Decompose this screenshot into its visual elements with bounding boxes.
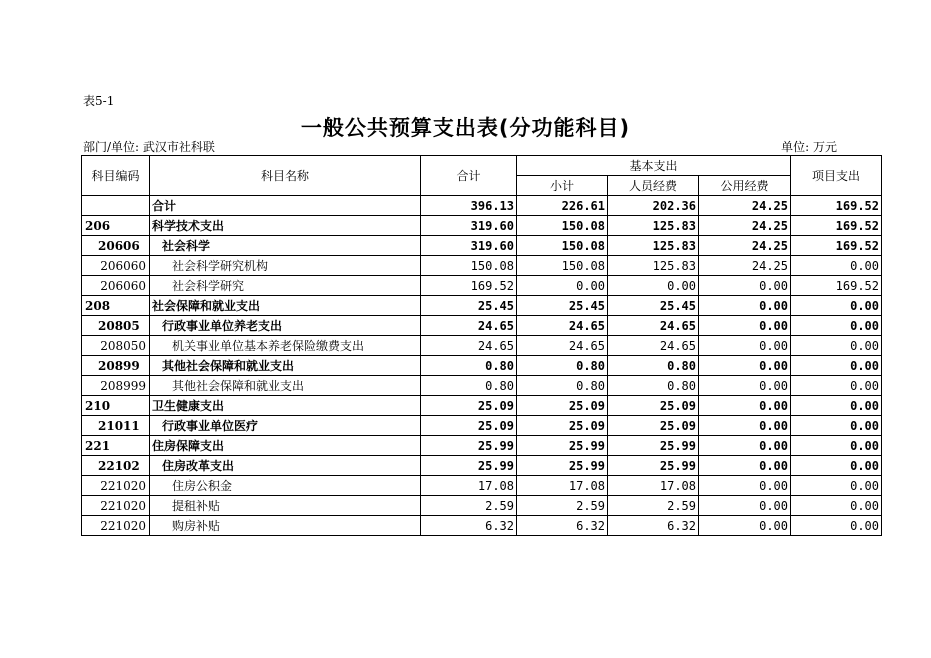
table-row — [82, 236, 882, 256]
table-row — [82, 456, 882, 476]
cell-subtotal: 6.32 — [517, 516, 608, 536]
cell-name: 住房改革支出 — [150, 456, 421, 476]
cell-total: 17.08 — [421, 476, 517, 496]
cell-subtotal: 2.59 — [517, 496, 608, 516]
table-row — [82, 516, 882, 536]
cell-total: 24.65 — [421, 316, 517, 336]
cell-total: 396.13 — [421, 196, 517, 216]
cell-project: 0.00 — [791, 496, 882, 516]
cell-name: 住房保障支出 — [150, 436, 421, 456]
cell-code: 206 — [82, 216, 150, 236]
cell-name: 行政事业单位养老支出 — [150, 316, 421, 336]
cell-total: 0.80 — [421, 376, 517, 396]
cell-subtotal: 0.80 — [517, 356, 608, 376]
cell-name: 社会保障和就业支出 — [150, 296, 421, 316]
table-row — [82, 256, 882, 276]
cell-name: 科学技术支出 — [150, 216, 421, 236]
cell-project: 0.00 — [791, 336, 882, 356]
cell-personnel: 0.00 — [608, 276, 699, 296]
table-row — [82, 436, 882, 456]
cell-public: 24.25 — [699, 196, 791, 216]
cell-subtotal: 25.99 — [517, 456, 608, 476]
cell-public: 0.00 — [699, 436, 791, 456]
cell-name: 社会科学 — [150, 236, 421, 256]
department-label: 部门/单位: 武汉市社科联 — [83, 140, 215, 154]
cell-code — [82, 196, 150, 216]
cell-personnel: 17.08 — [608, 476, 699, 496]
cell-subtotal: 150.08 — [517, 236, 608, 256]
cell-project: 0.00 — [791, 516, 882, 536]
cell-name: 机关事业单位基本养老保险缴费支出 — [150, 336, 421, 356]
cell-code: 20899 — [82, 356, 150, 376]
cell-public: 24.25 — [699, 236, 791, 256]
cell-code: 22102 — [82, 456, 150, 476]
cell-project: 169.52 — [791, 236, 882, 256]
header-name: 科目名称 — [150, 156, 421, 196]
cell-subtotal: 25.45 — [517, 296, 608, 316]
cell-project: 0.00 — [791, 476, 882, 496]
cell-subtotal: 150.08 — [517, 216, 608, 236]
cell-name: 社会科学研究机构 — [150, 256, 421, 276]
cell-personnel: 125.83 — [608, 216, 699, 236]
cell-name: 合计 — [150, 196, 421, 216]
table-body — [82, 196, 882, 536]
cell-public: 0.00 — [699, 396, 791, 416]
table-row — [82, 476, 882, 496]
cell-personnel: 125.83 — [608, 256, 699, 276]
cell-total: 319.60 — [421, 236, 517, 256]
cell-public: 0.00 — [699, 456, 791, 476]
cell-personnel: 24.65 — [608, 316, 699, 336]
header-personnel: 人员经费 — [608, 176, 699, 196]
cell-code: 206060 — [82, 276, 150, 296]
cell-name: 其他社会保障和就业支出 — [150, 376, 421, 396]
header-subtotal: 小计 — [517, 176, 608, 196]
cell-total: 25.09 — [421, 396, 517, 416]
cell-project: 0.00 — [791, 316, 882, 336]
budget-table — [81, 155, 882, 536]
cell-public: 0.00 — [699, 376, 791, 396]
cell-total: 0.80 — [421, 356, 517, 376]
cell-code: 221020 — [82, 476, 150, 496]
cell-project: 169.52 — [791, 196, 882, 216]
cell-code: 221 — [82, 436, 150, 456]
cell-name: 社会科学研究 — [150, 276, 421, 296]
cell-personnel: 6.32 — [608, 516, 699, 536]
cell-personnel: 25.99 — [608, 436, 699, 456]
table-row — [82, 216, 882, 236]
cell-public: 0.00 — [699, 516, 791, 536]
cell-public: 0.00 — [699, 336, 791, 356]
cell-name: 购房补贴 — [150, 516, 421, 536]
cell-code: 20606 — [82, 236, 150, 256]
cell-code: 206060 — [82, 256, 150, 276]
cell-total: 6.32 — [421, 516, 517, 536]
cell-public: 24.25 — [699, 256, 791, 276]
cell-name: 住房公积金 — [150, 476, 421, 496]
cell-project: 0.00 — [791, 376, 882, 396]
cell-public: 24.25 — [699, 216, 791, 236]
cell-code: 21011 — [82, 416, 150, 436]
cell-project: 0.00 — [791, 256, 882, 276]
cell-subtotal: 25.09 — [517, 416, 608, 436]
header-project: 项目支出 — [791, 156, 882, 196]
cell-personnel: 0.80 — [608, 376, 699, 396]
table-row — [82, 296, 882, 316]
cell-code: 208999 — [82, 376, 150, 396]
cell-code: 208050 — [82, 336, 150, 356]
cell-subtotal: 24.65 — [517, 336, 608, 356]
cell-project: 0.00 — [791, 356, 882, 376]
table-row — [82, 376, 882, 396]
cell-code: 208 — [82, 296, 150, 316]
cell-subtotal: 24.65 — [517, 316, 608, 336]
header-basic: 基本支出 — [517, 156, 791, 176]
header-total: 合计 — [421, 156, 517, 196]
cell-personnel: 25.09 — [608, 396, 699, 416]
cell-project: 0.00 — [791, 296, 882, 316]
cell-personnel: 25.99 — [608, 456, 699, 476]
cell-total: 169.52 — [421, 276, 517, 296]
cell-public: 0.00 — [699, 356, 791, 376]
cell-public: 0.00 — [699, 296, 791, 316]
cell-subtotal: 0.00 — [517, 276, 608, 296]
cell-total: 25.45 — [421, 296, 517, 316]
cell-project: 0.00 — [791, 416, 882, 436]
cell-personnel: 202.36 — [608, 196, 699, 216]
cell-subtotal: 150.08 — [517, 256, 608, 276]
table-row — [82, 316, 882, 336]
table-row — [82, 336, 882, 356]
unit-label: 单位: 万元 — [781, 140, 837, 154]
cell-personnel: 25.45 — [608, 296, 699, 316]
header-public: 公用经费 — [699, 176, 791, 196]
cell-project: 0.00 — [791, 436, 882, 456]
table-row — [82, 416, 882, 436]
cell-code: 221020 — [82, 496, 150, 516]
cell-code: 221020 — [82, 516, 150, 536]
cell-name: 提租补贴 — [150, 496, 421, 516]
cell-total: 319.60 — [421, 216, 517, 236]
cell-total: 150.08 — [421, 256, 517, 276]
cell-project: 169.52 — [791, 276, 882, 296]
cell-subtotal: 226.61 — [517, 196, 608, 216]
cell-name: 其他社会保障和就业支出 — [150, 356, 421, 376]
cell-public: 0.00 — [699, 416, 791, 436]
table-row — [82, 276, 882, 296]
cell-subtotal: 25.99 — [517, 436, 608, 456]
table-number: 表5-1 — [83, 94, 115, 108]
cell-total: 25.99 — [421, 436, 517, 456]
table-row — [82, 396, 882, 416]
cell-public: 0.00 — [699, 276, 791, 296]
cell-public: 0.00 — [699, 476, 791, 496]
table-row — [82, 356, 882, 376]
cell-personnel: 2.59 — [608, 496, 699, 516]
cell-total: 25.09 — [421, 416, 517, 436]
cell-name: 行政事业单位医疗 — [150, 416, 421, 436]
table-row — [82, 496, 882, 516]
cell-personnel: 24.65 — [608, 336, 699, 356]
cell-project: 169.52 — [791, 216, 882, 236]
cell-total: 25.99 — [421, 456, 517, 476]
table-row — [82, 196, 882, 216]
cell-name: 卫生健康支出 — [150, 396, 421, 416]
page-title: 一般公共预算支出表(分功能科目) — [300, 116, 631, 140]
cell-project: 0.00 — [791, 456, 882, 476]
cell-personnel: 0.80 — [608, 356, 699, 376]
cell-public: 0.00 — [699, 496, 791, 516]
cell-subtotal: 0.80 — [517, 376, 608, 396]
cell-project: 0.00 — [791, 396, 882, 416]
cell-public: 0.00 — [699, 316, 791, 336]
header-code: 科目编码 — [82, 156, 150, 196]
cell-total: 24.65 — [421, 336, 517, 356]
cell-code: 20805 — [82, 316, 150, 336]
cell-personnel: 125.83 — [608, 236, 699, 256]
cell-personnel: 25.09 — [608, 416, 699, 436]
cell-subtotal: 17.08 — [517, 476, 608, 496]
cell-code: 210 — [82, 396, 150, 416]
cell-total: 2.59 — [421, 496, 517, 516]
cell-subtotal: 25.09 — [517, 396, 608, 416]
